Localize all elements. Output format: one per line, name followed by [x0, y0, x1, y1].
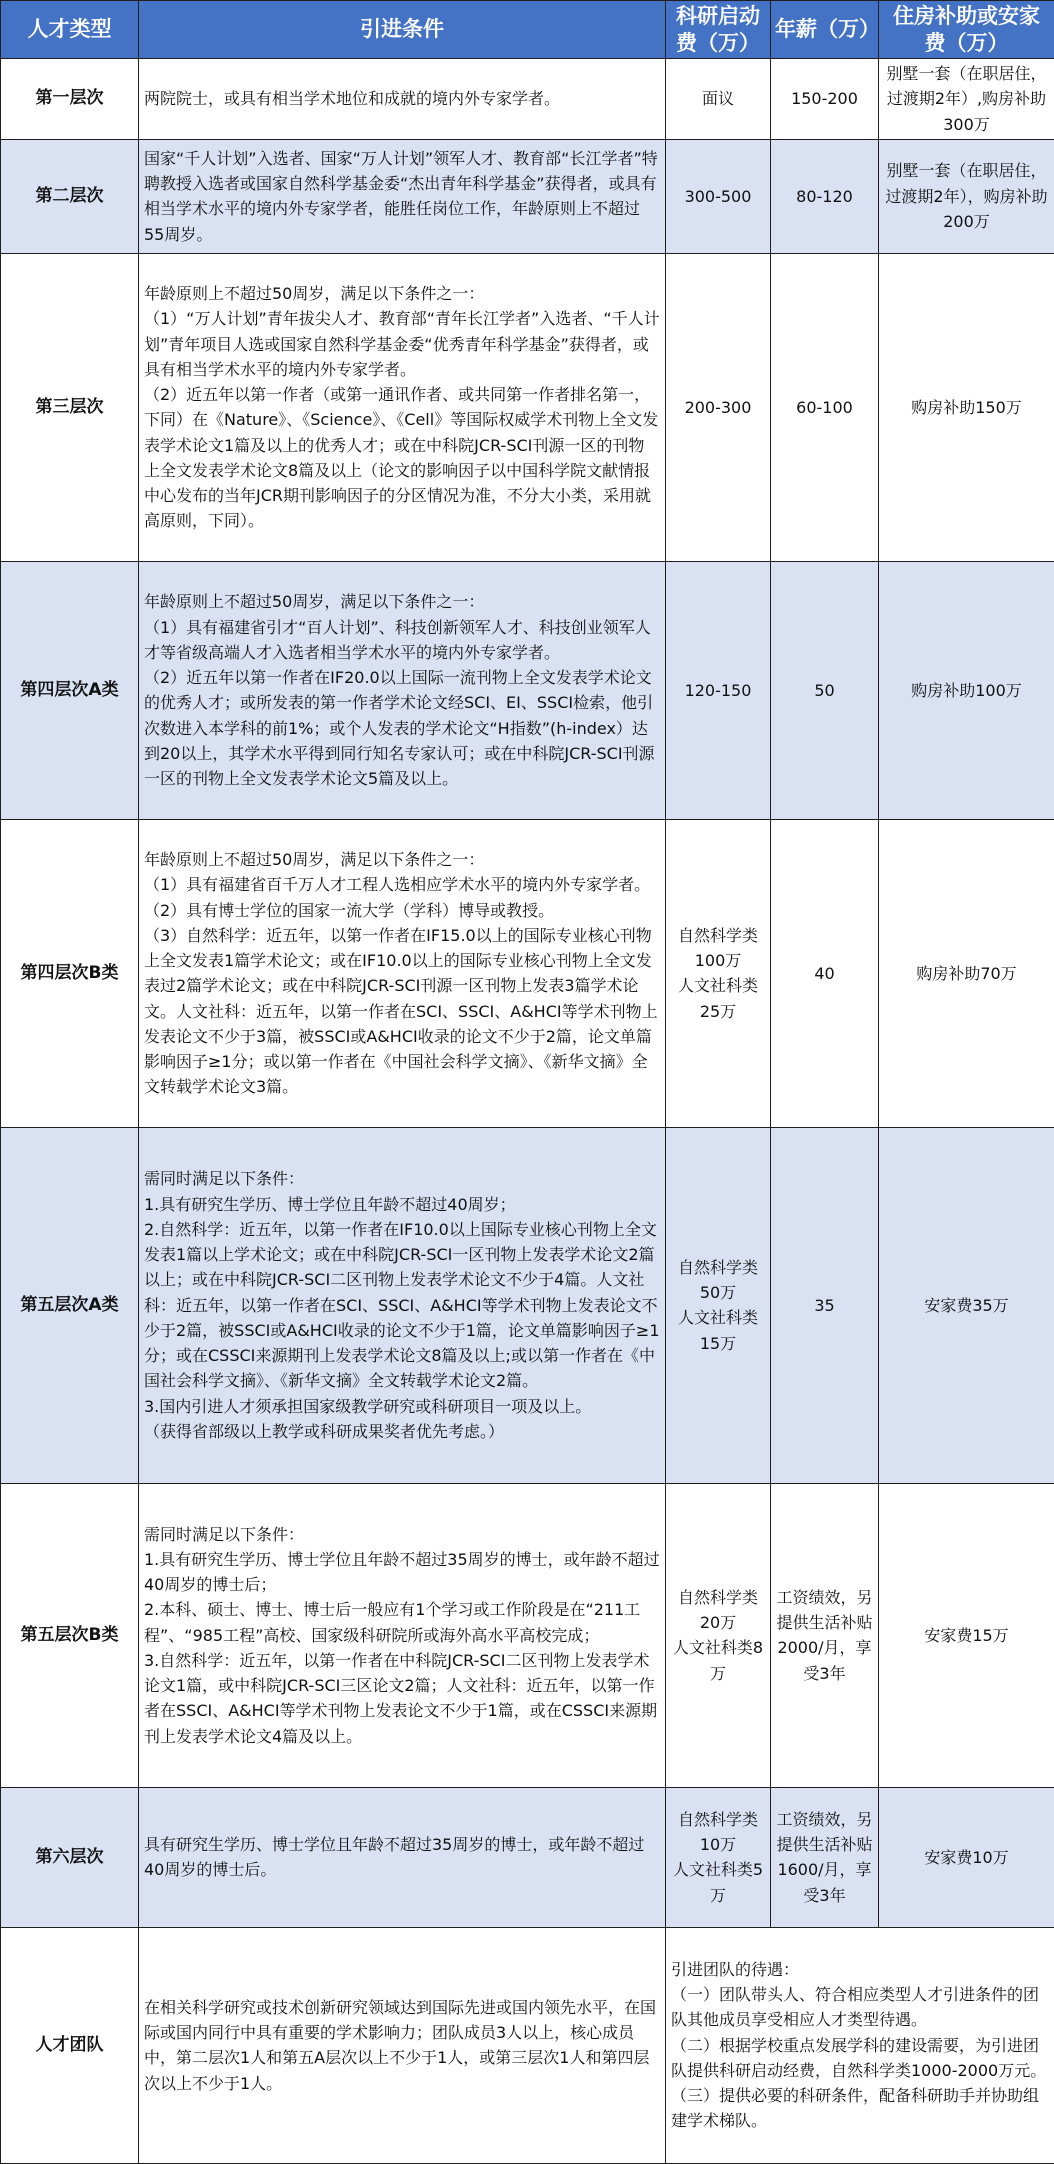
header-type: 人才类型 — [1, 1, 139, 59]
team-type: 人才团队 — [1, 1927, 139, 2163]
tier-funding — [666, 1483, 771, 1787]
team-condition-line: 在相关科学研究或技术创新研究领域达到国际先进或国内领先水平，在国际或国内同行中具有重要的学术影响力；团队成员3人以上，核心成员中，第二层次1人和第五A层次以上不少于1人，或第三层次1人和第四层次以上不少于1人。 — [144, 1995, 660, 2096]
tier-housing — [879, 1787, 1054, 1927]
tier-type: 第五层次A类 — [1, 1127, 139, 1483]
tier-conditions — [139, 819, 666, 1127]
tier-housing — [879, 819, 1054, 1127]
team-benefit-line: 引进团队的待遇： — [671, 1957, 1049, 1982]
salary-line: 150-200 — [776, 86, 873, 111]
tier-conditions — [139, 561, 666, 819]
condition-line: （2）近五年以第一作者在IF20.0以上国际一流刊物上全文发表学术论文的优秀人才；或所发表的第一作者学术论文经SCI、EI、SSCI检索，他引次数进入本学科的前1%；或个人发表的学术论文“H指数”(h-index）达到20以上，其学术水平得到同行知名专家认可；或在中科院JCR-SCI刊源一区的刊物上全文发表学术论文5篇及以上。 — [144, 665, 660, 791]
header-conditions: 引进条件 — [139, 1, 666, 59]
condition-line: 3.自然科学：近五年，以第一作者在中科院JCR-SCI二区刊物上发表学术论文1篇，或中科院JCR-SCI三区论文2篇；人文社科：近五年，以第一作者在SSCI、A&HCI等学术刊物上发表论文不少于1篇，或在CSSCI来源期刊上发表学术论文4篇及以上。 — [144, 1648, 660, 1749]
table-row — [1, 253, 1054, 561]
header-salary: 年薪（万） — [771, 1, 879, 59]
tier-housing — [879, 1127, 1054, 1483]
tier-salary — [771, 59, 879, 140]
tier-funding — [666, 59, 771, 140]
tier-funding — [666, 819, 771, 1127]
funding-line: 人文社科类8万 — [671, 1635, 765, 1686]
table-row — [1, 139, 1054, 253]
tier-funding — [666, 253, 771, 561]
condition-line: 年龄原则上不超过50周岁，满足以下条件之一： — [144, 281, 660, 306]
funding-line: 人文社科类5万 — [671, 1857, 765, 1908]
funding-line: 人文社科类15万 — [671, 1305, 765, 1356]
funding-line: 自然科学类50万 — [671, 1255, 765, 1306]
tier-salary — [771, 253, 879, 561]
tier-type: 第六层次 — [1, 1787, 139, 1927]
team-benefits — [666, 1927, 1054, 2163]
condition-line: （3）自然科学：近五年，以第一作者在IF15.0以上的国际专业核心刊物上全文发表1篇学术论文；或在IF10.0以上的国际专业核心刊物上全文发表过2篇学术论文；或在中科院JCR-SCI刊源一区刊物上发表3篇学术论文。人文社科：近五年，以第一作者在SCI、SSCI、A&HCI等学术刊物上发表论文不少于3篇，被SSCI或A&HCI收录的论文不少于2篇，论文单篇影响因子≥1分；或以第一作者在《中国社会科学文摘》、《新华文摘》全文转载学术论文3篇。 — [144, 923, 660, 1100]
housing-line: 别墅一套（在职居住，过渡期2年）,购房补助300万 — [884, 61, 1049, 137]
tier-type: 第三层次 — [1, 253, 139, 561]
table-row — [1, 561, 1054, 819]
condition-line: 需同时满足以下条件： — [144, 1522, 660, 1547]
header-funding: 科研启动费（万） — [666, 1, 771, 59]
tier-type: 第五层次B类 — [1, 1483, 139, 1787]
tier-housing — [879, 561, 1054, 819]
funding-line: 面议 — [671, 86, 765, 111]
tier-conditions — [139, 1787, 666, 1927]
tier-funding — [666, 561, 771, 819]
salary-line: 40 — [776, 961, 873, 986]
condition-line: 1.具有研究生学历、博士学位且年龄不超过35周岁的博士，或年龄不超过40周岁的博士后； — [144, 1547, 660, 1598]
tier-salary — [771, 1787, 879, 1927]
condition-line: 具有研究生学历、博士学位且年龄不超过35周岁的博士，或年龄不超过40周岁的博士后。 — [144, 1832, 660, 1883]
funding-line: 200-300 — [671, 395, 765, 420]
funding-line: 自然科学类20万 — [671, 1585, 765, 1636]
table-row — [1, 1787, 1054, 1927]
condition-line: （2）具有博士学位的国家一流大学（学科）博导或教授。 — [144, 898, 660, 923]
team-conditions — [139, 1927, 666, 2163]
tier-conditions — [139, 1483, 666, 1787]
condition-line: （2）近五年以第一作者（或第一通讯作者、或共同第一作者排名第一，下同）在《Nature》、《Science》、《Cell》等国际权威学术刊物上全文发表学术论文1篇及以上的优秀人才；或在中科院JCR-SCI刊源一区的刊物上全文发表学术论文8篇及以上（论文的影响因子以中国科学院文献情报中心发布的当年JCR期刊影响因子的分区情况为准，不分大小类，采用就高原则，下同）。 — [144, 382, 660, 534]
tier-funding — [666, 139, 771, 253]
table-row — [1, 59, 1054, 140]
header-row — [1, 1, 1054, 59]
funding-line: 自然科学类100万 — [671, 923, 765, 974]
housing-line: 购房补助150万 — [884, 395, 1049, 420]
tier-salary — [771, 1483, 879, 1787]
funding-line: 人文社科类25万 — [671, 973, 765, 1024]
table-row — [1, 1483, 1054, 1787]
salary-line: 35 — [776, 1293, 873, 1318]
housing-line: 别墅一套（在职居住，过渡期2年），购房补助200万 — [884, 158, 1049, 234]
tier-type: 第四层次A类 — [1, 561, 139, 819]
funding-line: 300-500 — [671, 184, 765, 209]
tier-type: 第一层次 — [1, 59, 139, 140]
table-row — [1, 1127, 1054, 1483]
team-benefit-line: （三）提供必要的科研条件，配备科研助手并协助组建学术梯队。 — [671, 2083, 1049, 2134]
tier-salary — [771, 139, 879, 253]
condition-line: 年龄原则上不超过50周岁，满足以下条件之一： — [144, 589, 660, 614]
condition-line: （1）具有福建省百千万人才工程人选相应学术水平的境内外专家学者。 — [144, 872, 660, 897]
salary-line: 60-100 — [776, 395, 873, 420]
team-benefit-line: （一）团队带头人、符合相应类型人才引进条件的团队其他成员享受相应人才类型待遇。 — [671, 1982, 1049, 2033]
funding-line: 自然科学类10万 — [671, 1807, 765, 1858]
condition-line: 1.具有研究生学历、博士学位且年龄不超过40周岁； — [144, 1192, 660, 1217]
tier-type: 第二层次 — [1, 139, 139, 253]
housing-line: 安家费35万 — [884, 1293, 1049, 1318]
condition-line: 两院院士，或具有相当学术地位和成就的境内外专家学者。 — [144, 86, 660, 111]
team-benefit-line: （二）根据学校重点发展学科的建设需要，为引进团队提供科研启动经费，自然科学类1000-2000万元。 — [671, 2033, 1049, 2084]
housing-line: 安家费10万 — [884, 1845, 1049, 1870]
team-row — [1, 1927, 1054, 2163]
tier-salary — [771, 819, 879, 1127]
tier-conditions — [139, 253, 666, 561]
condition-line: 2.自然科学：近五年，以第一作者在IF10.0以上国际专业核心刊物上全文发表1篇以上学术论文；或在中科院JCR-SCI一区刊物上发表学术论文2篇以上；或在中科院JCR-SCI二区刊物上发表学术论文不少于4篇。人文社科：近五年，以第一作者在SCI、SSCI、A&HCI等学术刊物上发表论文不少于2篇，被SSCI或A&HCI收录的论文不少于1篇，论文单篇影响因子≥1分；或在CSSCI来源期刊上发表学术论文8篇及以上;或以第一作者在《中国社会科学文摘》、《新华文摘》全文转载学术论文2篇。 — [144, 1217, 660, 1394]
salary-line: 50 — [776, 678, 873, 703]
condition-line: 需同时满足以下条件： — [144, 1166, 660, 1191]
condition-line: 年龄原则上不超过50周岁，满足以下条件之一： — [144, 847, 660, 872]
salary-line: 80-120 — [776, 184, 873, 209]
condition-line: 2.本科、硕士、博士、博士后一般应有1个学习或工作阶段是在“211工程”、“985工程”高校、国家级科研院所或海外高水平高校完成； — [144, 1597, 660, 1648]
housing-line: 购房补助100万 — [884, 678, 1049, 703]
tier-salary — [771, 561, 879, 819]
housing-line: 购房补助70万 — [884, 961, 1049, 986]
salary-line: 工资绩效，另提供生活补贴2000/月，享受3年 — [776, 1585, 873, 1686]
tier-housing — [879, 253, 1054, 561]
tier-housing — [879, 59, 1054, 140]
tier-conditions — [139, 1127, 666, 1483]
funding-line: 120-150 — [671, 678, 765, 703]
tier-conditions — [139, 59, 666, 140]
condition-line: 3.国内引进人才须承担国家级教学研究或科研项目一项及以上。 — [144, 1394, 660, 1419]
header-housing: 住房补助或安家费（万） — [879, 1, 1054, 59]
condition-line: （获得省部级以上教学或科研成果奖者优先考虑。） — [144, 1419, 660, 1444]
tier-funding — [666, 1127, 771, 1483]
salary-line: 工资绩效，另提供生活补贴1600/月，享受3年 — [776, 1807, 873, 1908]
condition-line: 国家“千人计划”入选者、国家“万人计划”领军人才、教育部“长江学者”特聘教授入选者或国家自然科学基金委“杰出青年科学基金”获得者，或具有相当学术水平的境内外专家学者，能胜任岗位工作，年龄原则上不超过55周岁。 — [144, 146, 660, 247]
tier-salary — [771, 1127, 879, 1483]
condition-line: （1）“万人计划”青年拔尖人才、教育部“青年长江学者”入选者、“千人计划”青年项目人选或国家自然科学基金委“优秀青年科学基金”获得者，或具有相当学术水平的境内外专家学者。 — [144, 306, 660, 382]
tier-housing — [879, 1483, 1054, 1787]
condition-line: （1）具有福建省引才“百人计划”、科技创新领军人才、科技创业领军人才等省级高端人才入选者相当学术水平的境内外专家学者。 — [144, 615, 660, 666]
table-row — [1, 819, 1054, 1127]
tier-funding — [666, 1787, 771, 1927]
tier-conditions — [139, 139, 666, 253]
housing-line: 安家费15万 — [884, 1623, 1049, 1648]
tier-type: 第四层次B类 — [1, 819, 139, 1127]
tier-housing — [879, 139, 1054, 253]
